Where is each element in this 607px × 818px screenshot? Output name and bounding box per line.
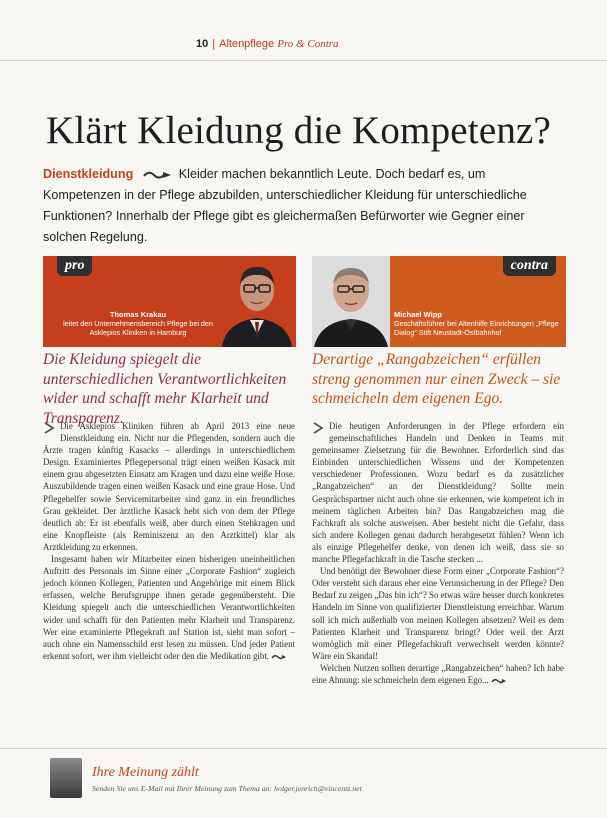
chevron-right-icon bbox=[43, 422, 55, 434]
end-wave-icon bbox=[271, 654, 287, 660]
contra-paragraph-2 bbox=[312, 565, 564, 662]
contra-paragraph-3 bbox=[312, 662, 564, 686]
pro-panel bbox=[43, 256, 296, 347]
feedback-footer bbox=[0, 748, 607, 818]
contra-panel bbox=[312, 256, 566, 347]
pro-tag: pro bbox=[57, 256, 92, 276]
contra-paragraph-2-text: Und benötigt der Bewohner diese Form einer „Corporate Fashion“? Oder versteht sich daraus eher eine Verunsicherung in der Pflege? Den Bedarf zu zeigen „Das bin ich“? So etwas wäre besser durch konkretes Handeln im Sinne von qualifizierter Dienstleistung erreichbar. Warum soll ich mich außerhalb von meinen Kollegen absetzen? Weil es dem Patienten Klarheit und Transparenz bringt? Oder weil der Arzt womöglich mit einer Pflegefachkraft verwechselt werden könnte? Wäre ein Skandal! bbox=[312, 566, 564, 661]
intro bbox=[43, 164, 563, 248]
pro-body bbox=[43, 420, 295, 662]
pro-paragraph-2 bbox=[43, 553, 295, 662]
footer-title: Ihre Meinung zählt bbox=[92, 765, 199, 780]
pro-quote: Die Kleidung spiegelt die unterschiedlichen Verantwortlichkeiten wider und schafft mehr Klarheit und Transparenz. bbox=[43, 351, 287, 427]
chevron-right-icon bbox=[312, 422, 324, 434]
contra-paragraph-1 bbox=[312, 420, 564, 565]
running-head bbox=[196, 38, 339, 50]
page-number: 10 bbox=[196, 38, 209, 50]
top-divider bbox=[0, 60, 607, 61]
contra-paragraph-1-text: Die heutigen Anforderungen in der Pflege erfordern ein gemeinschaftliches Handeln und Denken in Teams mit gemeinsamer Zielsetzung für die Bewohner. Erforderlich sind das Einbinden unterschiedlichen Wissens und der Kompetenzen verschiedener Professionen. Wozu bedarf es da zusätzlicher „Rangabzeichen“ an der Dienstkleidung? Sollte mein Gesprächspartner nicht auch ohne sie erkennen, wie kompetent ich in meinem täglichen Arbeiten bin? Das Rangabzeichen mag die Fachkraft als solche ausweisen. Aber besteht nicht die Gefahr, dass sich andere Kollegen genau dadurch herabgesetzt fühlen? Wenn ich als einzige Pflegehelfer denke, von denen ich weiß, dass sie so manche Pflegefachkraft in die Tasche stecken ... bbox=[312, 421, 564, 565]
editor-avatar bbox=[50, 758, 82, 798]
separator: | bbox=[212, 38, 216, 50]
pro-caption bbox=[63, 310, 213, 337]
pro-portrait-photo bbox=[218, 256, 296, 347]
contra-name: Michael Wipp bbox=[394, 310, 442, 319]
pro-paragraph-2-text: Insgesamt haben wir Mitarbeiter einen bisherigen uneinheitlichen Auftritt des Personals im Sinne einer „Corporate Fashion“ zugleich jedoch können Kollegen, Patienten und Angehörige mit einem Blick erfassen, welche Berufsgruppe ihnen gerade gegenübersteht. Die Kleidung spiegelt auch die unterschiedlichen Verantwortlichkeiten wider und schafft für den Patienten mehr Klarheit und Transparenz. Wer eine examinierte Pflegekraft auf Station ist, sieht man sofort – auch ohne ein Namensschild erst lesen zu müssen. Und jeder Patient erkennt sofort, wer ihm vielleicht oder den die Medikation gibt. bbox=[43, 554, 295, 661]
section-name: Altenpflege bbox=[219, 38, 275, 50]
contra-paragraph-3-text: Welchen Nutzen sollten derartige „Rangabzeichen“ haben? Ich habe eine Ahnung: sie schmeicheln dem eigenen Ego... bbox=[312, 662, 564, 685]
pro-name: Thomas Krakau bbox=[109, 310, 167, 319]
contra-portrait-photo bbox=[312, 256, 390, 347]
pro-role: leitet den Unternehmensbereich Pflege bei den Asklepios Kliniken in Hamburg bbox=[63, 319, 213, 337]
pro-paragraph-1 bbox=[43, 420, 295, 553]
contra-role: Geschäftsführer bei Altenhilfe Einrichtungen „Pflege Dialog“ Stift Neustadt-Ostbahnhof bbox=[394, 319, 559, 337]
contra-caption bbox=[394, 310, 559, 337]
intro-text: Kleider machen bekanntlich Leute. Doch bedarf es, um Kompetenzen in der Pflege abzubilden, unterschiedlicher Kleidung für unterschiedliche Funktionen? Innerhalb der Pflege gibt es gleichermaßen Befürworter wie Gegner einer solchen Regelung. bbox=[43, 167, 527, 244]
intro-keyword: Dienstkleidung bbox=[43, 167, 134, 181]
end-wave-icon bbox=[491, 678, 507, 684]
pro-paragraph-1-text: Die Asklepios Kliniken führen ab April 2013 eine neue Dienstkleidung ein. Nicht nur die Pflegenden, sondern auch die Ärzte tragen künftig Kasacks – allerdings in unterschiedlichem Design. Examiniertes Pflegepersonal trägt einen weißen Kasack mit einem grau abgesetzten Einsatz am Kragen und dazu eine weiße Hose. Auszubildende tragen einen weißen Kasack und eine graue Hose. Und Pflegehelfer sowie Servicemitarbeiter sind ganz in ein freundliches Grau gekleidet. Der ärztliche Kasack hebt sich von dem der Pflege deutlich ab: Er ist ebenfalls weiß, aber durch einen Stehkragen und eine Knopfleiste (als Reminiszenz an den Arztkittel) klar als Arztkleidung zu erkennen. bbox=[43, 421, 295, 552]
contra-quote: Derartige „Rangabzeichen“ erfüllen streng genommen nur einen Zweck – sie schmeicheln dem eigenen Ego. bbox=[312, 351, 561, 407]
topic-name: Pro & Contra bbox=[277, 38, 339, 50]
headline: Klärt Kleidung die Kompetenz? bbox=[46, 109, 552, 152]
contra-tag: contra bbox=[503, 256, 556, 276]
contra-body bbox=[312, 420, 564, 686]
wave-arrow-icon bbox=[143, 170, 173, 180]
footer-text: Senden Sie uns E-Mail mit Ihrer Meinung zum Thema an: holger.jenrich@vincentz.net bbox=[92, 784, 362, 793]
